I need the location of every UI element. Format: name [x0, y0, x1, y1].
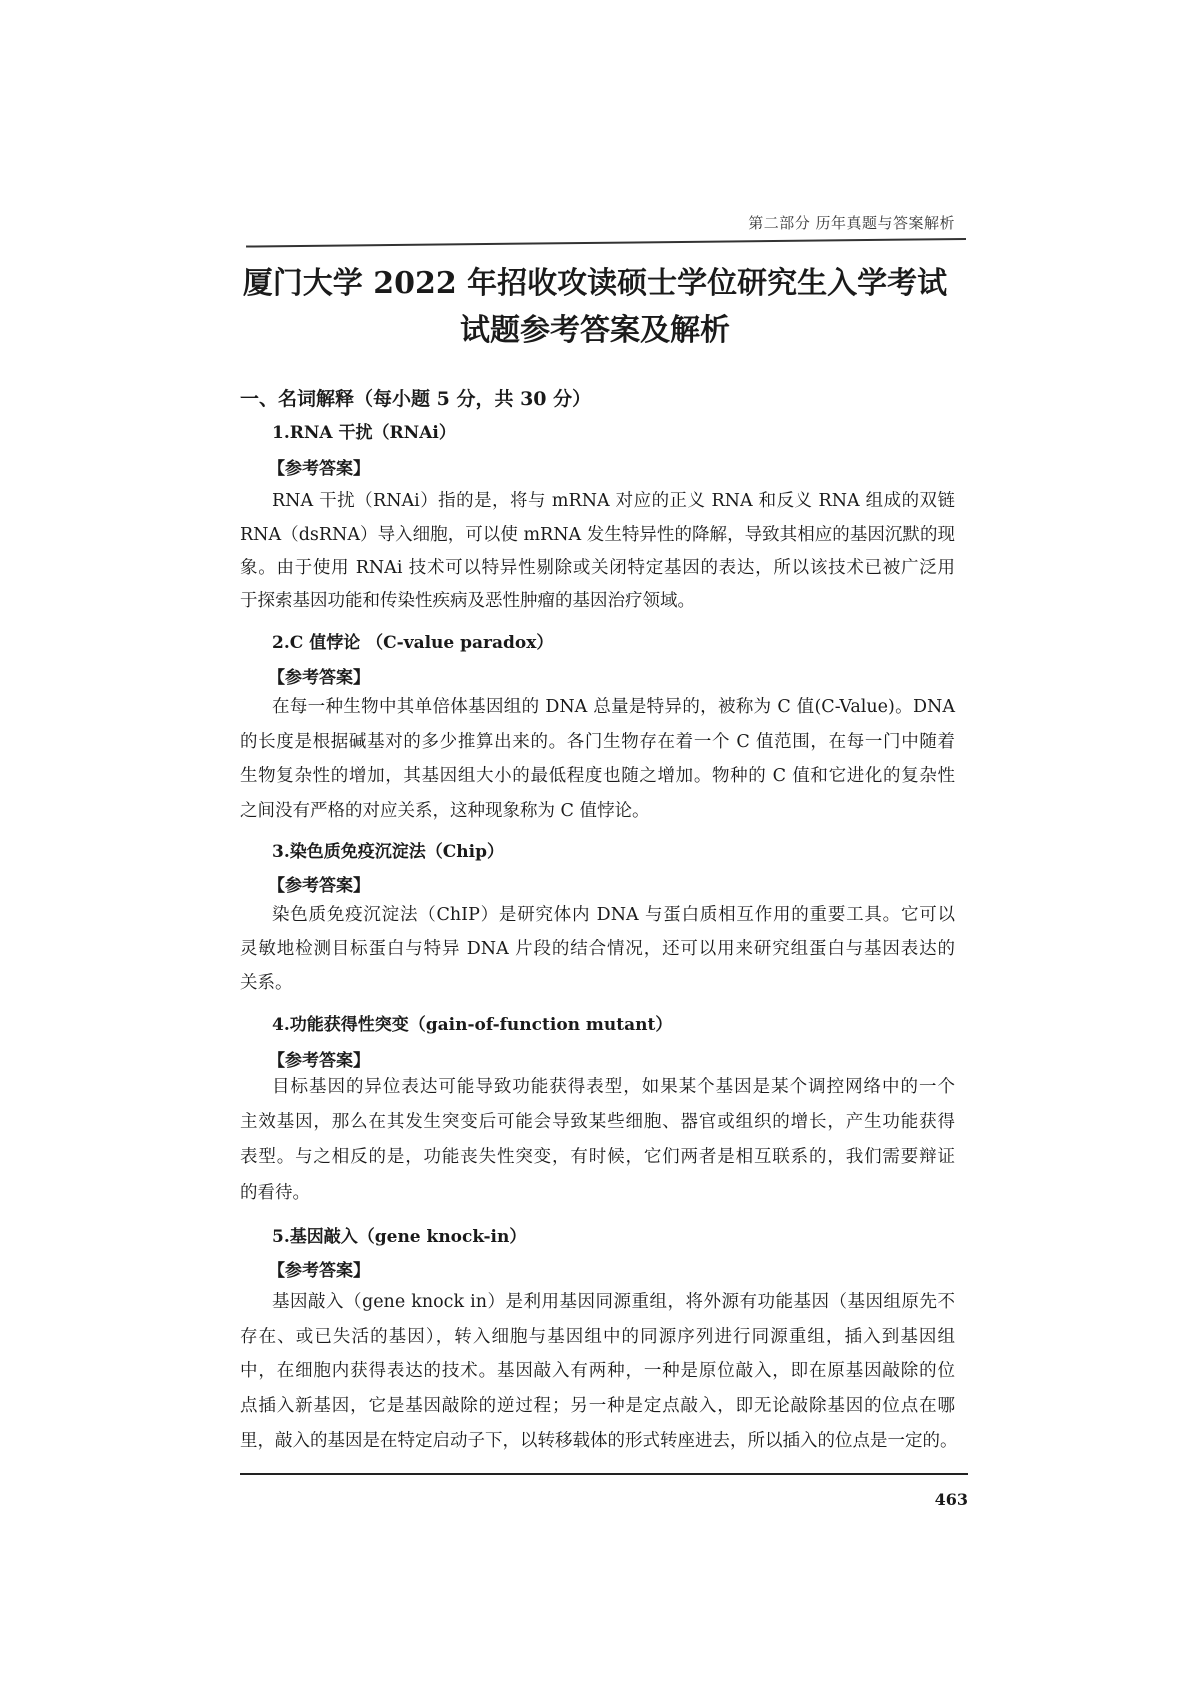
answer-text-line: 关系。 — [240, 973, 293, 993]
question-heading: 2.C 值悖论 （C-value paradox） — [272, 633, 554, 653]
answer-text-line: 基因敲入（gene knock in）是利用基因同源重组，将外源有功能基因（基因组原先不 — [272, 1292, 955, 1312]
answer-text-line: 之间没有严格的对应关系，这种现象称为 C 值悖论。 — [240, 801, 650, 821]
section-heading: 一、名词解释（每小题 5 分，共 30 分） — [240, 388, 592, 410]
answer-label: 【参考答案】 — [268, 668, 370, 688]
answer-text-line: 中，在细胞内获得表达的技术。基因敲入有两种，一种是原位敲入，即在原基因敲除的位 — [240, 1361, 955, 1381]
answer-text-line: RNA 干扰（RNAi）指的是，将与 mRNA 对应的正义 RNA 和反义 RNA 组成的双链 — [272, 491, 955, 511]
footer-rule — [240, 1473, 968, 1475]
answer-label: 【参考答案】 — [268, 876, 370, 896]
question-heading: 3.染色质免疫沉淀法（Chip） — [272, 842, 504, 862]
answer-text-line: 表型。与之相反的是，功能丧失性突变，有时候，它们两者是相互联系的，我们需要辩证 — [240, 1147, 955, 1167]
answer-text-line: 点插入新基因，它是基因敲除的逆过程；另一种是定点敲入，即无论敲除基因的位点在哪 — [240, 1396, 955, 1416]
answer-text-line: 里，敲入的基因是在特定启动子下，以转移载体的形式转座进去，所以插入的位点是一定的。 — [240, 1431, 958, 1451]
answer-label: 【参考答案】 — [268, 459, 370, 479]
header-rule — [246, 238, 966, 248]
answer-text-line: 染色质免疫沉淀法（ChIP）是研究体内 DNA 与蛋白质相互作用的重要工具。它可以 — [272, 905, 955, 925]
answer-label: 【参考答案】 — [268, 1051, 370, 1071]
question-heading: 4.功能获得性突变（gain-of-function mutant） — [272, 1015, 673, 1035]
question-heading: 1.RNA 干扰（RNAi） — [272, 423, 456, 443]
question-heading: 5.基因敲入（gene knock-in） — [272, 1227, 527, 1247]
answer-text-line: 主效基因，那么在其发生突变后可能会导致某些细胞、器官或组织的增长，产生功能获得 — [240, 1112, 955, 1132]
answer-text-line: 目标基因的异位表达可能导致功能获得表型，如果某个基因是某个调控网络中的一个 — [272, 1077, 955, 1097]
answer-text-line: 灵敏地检测目标蛋白与特异 DNA 片段的结合情况，还可以用来研究组蛋白与基因表达的 — [240, 939, 955, 959]
answer-label: 【参考答案】 — [268, 1261, 370, 1281]
answer-text-line: 在每一种生物中其单倍体基因组的 DNA 总量是特异的，被称为 C 值(C-Value)。DNA — [272, 697, 955, 717]
page-title-line-1: 厦门大学 2022 年招收攻读硕士学位研究生入学考试 — [242, 266, 948, 301]
running-header: 第二部分 历年真题与答案解析 — [748, 214, 955, 232]
answer-text-line: 象。由于使用 RNAi 技术可以特异性剔除或关闭特定基因的表达，所以该技术已被广泛用 — [240, 558, 955, 578]
page-title-line-2: 试题参考答案及解析 — [460, 313, 730, 348]
answer-text-line: 的看待。 — [240, 1183, 310, 1203]
answer-text-line: 的长度是根据碱基对的多少推算出来的。各门生物存在着一个 C 值范围，在每一门中随着 — [240, 732, 955, 752]
answer-text-line: RNA（dsRNA）导入细胞，可以使 mRNA 发生特异性的降解，导致其相应的基因沉默的现 — [240, 525, 955, 545]
answer-text-line: 于探索基因功能和传染性疾病及恶性肿瘤的基因治疗领域。 — [240, 591, 695, 611]
page-number: 463 — [934, 1490, 968, 1509]
answer-text-line: 存在、或已失活的基因），转入细胞与基因组中的同源序列进行同源重组，插入到基因组 — [240, 1327, 955, 1347]
answer-text-line: 生物复杂性的增加，其基因组大小的最低程度也随之增加。物种的 C 值和它进化的复杂性 — [240, 766, 955, 786]
